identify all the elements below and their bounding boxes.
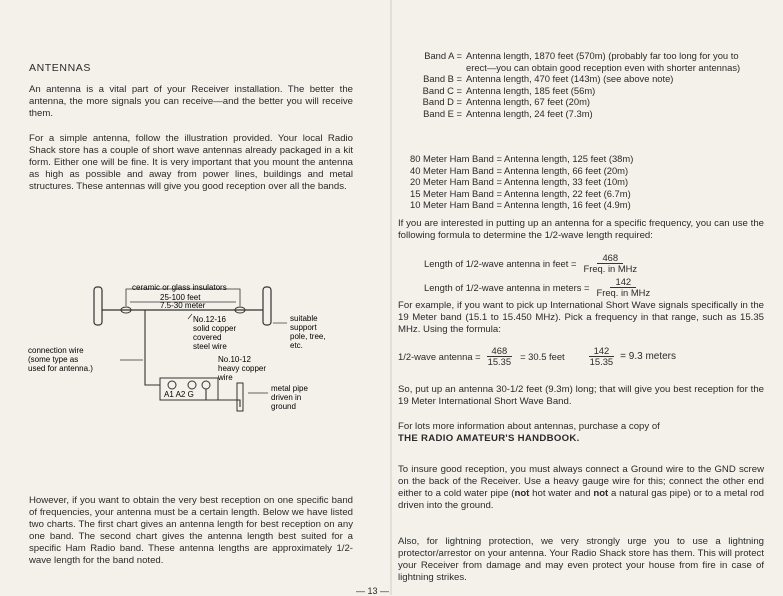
antenna-diagram — [0, 275, 391, 435]
lightning-paragraph: Also, for lightning protection, we very strongly urge you to use a lightning protector/arrestor on your antenna. Your Radio Shack store has them. This will protect your Receiver from damage and may even protect your house from fire in case of lightning strikes. — [398, 536, 764, 583]
ham-row: 80 Meter Ham Band = Antenna length, 125 feet (38m) — [410, 153, 634, 164]
ham-row: 20 Meter Ham Band = Antenna length, 33 feet (10m) — [410, 176, 629, 188]
insulator-label: ceramic or glass insulators — [132, 283, 227, 292]
metal-pipe-label: metal pipe driven in ground — [271, 384, 308, 411]
span-feet: 25-100 feet — [160, 293, 201, 302]
example-paragraph: For example, if you want to pick up International Short Wave signals specifically in the 19 Meter band (15.1 to 15.450 MHz). Pick a frequency in that range, such as 15.35 MHz. Using the formula: — [398, 300, 764, 335]
formula-feet: Length of 1/2-wave antenna in feet = $\frac{468}{\text{Freq. in MHz}}$ — [424, 252, 638, 274]
right-support-pole — [263, 287, 271, 325]
formula-example: 1/2-wave antenna = $\frac{468}{15.35}$ = 30.5 feet $\frac{142}{15.35}$ = 9.3 meters — [398, 345, 676, 367]
lead-in-wire — [130, 310, 160, 385]
ground-paragraph: To insure good reception, you must always connect a Ground wire to the GND screw on the back of the Receiver. Use a heavy gauge wire for this; connect the other end either to a cold water pipe (not hot water and not a natural gas pipe) or to a metal rod driven into the ground. — [398, 464, 764, 511]
formula-intro-paragraph: If you are interested in putting up an antenna for a specific frequency, you can use the following formula to determine the 1/2-wave length required: — [398, 218, 764, 241]
band-row: Band C = Antenna length, 185 feet (56m) — [422, 84, 596, 96]
left-support-pole — [94, 287, 102, 325]
band-chart — [410, 50, 750, 120]
wire-spec-label: No.12-16 solid copper covered steel wire — [193, 315, 237, 351]
ham-row: 40 Meter Ham Band = Antenna length, 66 feet (20m) — [410, 164, 629, 176]
specific-band-paragraph: However, if you want to obtain the very best reception on one specific band of frequencies, your antenna must be a certain length. Below we have listed two charts. The first chart gives an antenna length for best reception on any one band. The second chart gives the antenna length best suited for a specific Ham Radio band. These antenna lengths are approximately 1/2-wave length for the band noted. — [29, 495, 353, 566]
terminal-labels: A1 A2 G — [164, 390, 194, 399]
section-title: ANTENNAS — [29, 62, 91, 74]
connection-wire-label: connection wire (some type as used for antenna.) — [28, 346, 93, 373]
handbook-paragraph: For lots more information about antennas, purchase a copy of THE RADIO AMATEUR'S HANDBOOK. — [398, 421, 660, 444]
ham-row: 15 Meter Ham Band = Antenna length, 22 feet (6.7m) — [410, 187, 631, 199]
heavy-wire-label: No.10-12 heavy copper wire — [218, 355, 267, 382]
band-row: Band B = Antenna length, 470 feet (143m) (see above note) — [423, 73, 674, 85]
support-label: suitable support pole, tree, etc. — [290, 314, 326, 350]
handbook-title: THE RADIO AMATEUR'S HANDBOOK. — [398, 433, 580, 444]
band-row: Band D = Antenna length, 67 feet (20m) — [422, 96, 591, 108]
formula-meters: Length of 1/2-wave antenna in meters = $\frac{142}{\text{Freq. in MHz}}$ — [424, 276, 651, 298]
band-row: Band A = Antenna length, 1870 feet (570m) (probably far too long for you to erect—you can obtain good reception even with shorter antennas) — [424, 50, 741, 73]
right-page — [392, 0, 783, 595]
intro-paragraph: An antenna is a vital part of your Receiver installation. The better the antenna, the more signals you can receive—and the better you will receive them. — [29, 84, 353, 119]
page-number: — 13 — — [356, 586, 390, 596]
band-row: Band E = Antenna length, 24 feet (7.3m) — [423, 107, 593, 119]
left-page — [0, 0, 391, 595]
ham-band-chart — [410, 153, 633, 211]
result-paragraph: So, put up an antenna 30-1/2 feet (9.3m) long; that will give you best reception for the 19 Meter International Short Wave Band. — [398, 384, 764, 407]
ham-row: 10 Meter Ham Band = Antenna length, 16 feet (4.9m) — [410, 199, 631, 211]
simple-antenna-paragraph: For a simple antenna, follow the illustration provided. Your local Radio Shack store has a couple of short wave antennas already packaged in a kit form. Either one will be fine. It is very important that you mount the antenna as high as possible and away from power lines, buildings and metal structures. These antennas will give you good reception over all the bands. — [29, 133, 353, 192]
ground-wire — [206, 389, 240, 407]
span-meter: 7.5-30 meter — [160, 301, 206, 310]
